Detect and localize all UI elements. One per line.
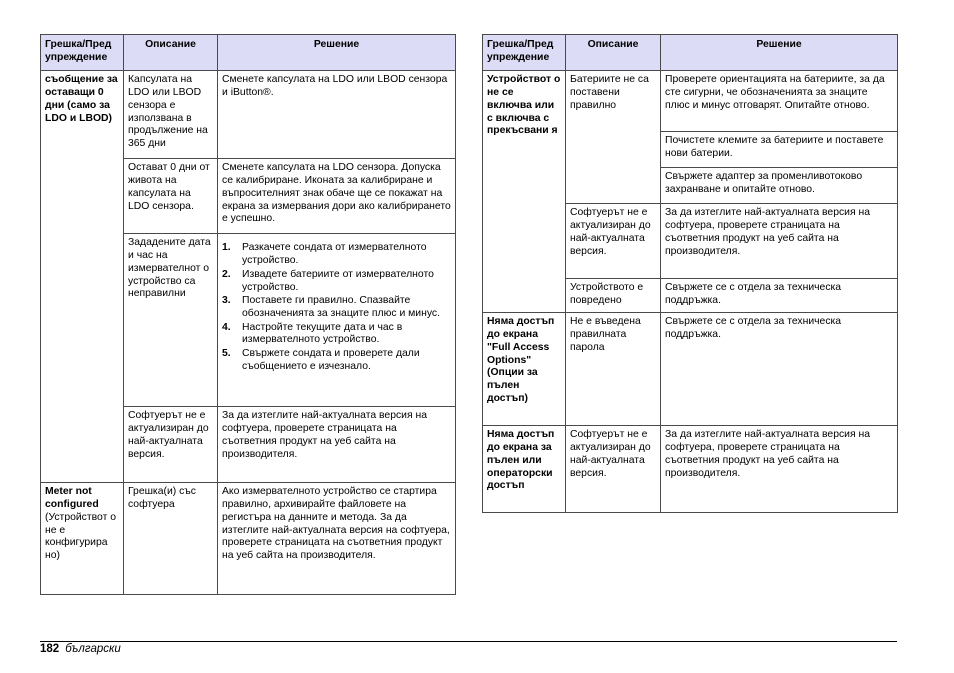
header-description: Описание: [124, 35, 218, 71]
description-cell: Зададените дата и час на измервателнот о устройство са неправилни: [124, 234, 218, 407]
solution-cell: За да изтеглите най-актуалната версия на софтуера, проверете страницата на съответния продукт на уеб сайта на производителя.: [661, 204, 898, 279]
footer-language: български: [65, 643, 121, 655]
step-number: 4.: [222, 321, 231, 333]
header-solution: Решение: [218, 35, 456, 71]
description-cell: Грешка(и) със софтуера: [124, 483, 218, 595]
error-cell: Няма достъп до екрана за пълен или операторски достъп: [483, 426, 566, 513]
description-cell: Софтуерът не е актуализиран до най-актуалната версия.: [124, 407, 218, 483]
solution-cell: Сменете капсулата на LDO сензора. Допуска се калибриране. Иконата за калибриране и въпросителният знак обаче ще се покажат на екрана за измервания дори ако калибрирането е успешно.: [218, 159, 456, 234]
error-cell: съобщение за оставащи 0 дни (само за LDO и LBOD): [41, 71, 124, 483]
header-row: [483, 35, 898, 71]
error-subtitle: (Устройствот о не е конфигурира но): [45, 511, 117, 561]
description-cell: Остават 0 дни от живота на капсулата на LDO сензора.: [124, 159, 218, 234]
error-cell: Няма достъп до екрана "Full Access Options" (Опции за пълен достъп): [483, 313, 566, 426]
list-item: [222, 269, 451, 294]
table-row: [483, 71, 898, 132]
footer-divider: [40, 641, 897, 642]
header-error: Грешка/Пред упреждение: [483, 35, 566, 71]
step-text: Разкачете сондата от измервателното устройство.: [242, 242, 427, 267]
description-cell: Батериите не са поставени правилно: [566, 71, 661, 204]
page-number: 182: [40, 643, 60, 655]
description-cell: Софтуерът не е актуализиран до най-актуалната версия.: [566, 204, 661, 279]
list-item: [222, 348, 451, 373]
table-row: [483, 313, 898, 426]
list-item: [222, 322, 451, 347]
step-text: Извадете батериите от измервателното устройство.: [242, 268, 434, 293]
step-number: 1.: [222, 242, 231, 254]
table-row: [483, 426, 898, 513]
solution-cell: Почистете клемите за батериите и поставете нови батерии.: [661, 132, 898, 168]
list-item: [222, 242, 451, 267]
right-troubleshooting-table: [482, 34, 898, 513]
step-text: Поставете ги правилно. Спазвайте обозначенията за знаците плюс и минус.: [242, 295, 440, 319]
step-number: 3.: [222, 295, 231, 307]
error-cell: Устройствот о не се включва или с включва с прекъсвани я: [483, 71, 566, 313]
steps-list: [222, 242, 451, 373]
step-number: 5.: [222, 348, 231, 360]
description-cell: Капсулата на LDO или LBOD сензора е използвана в продължение на 365 дни: [124, 71, 218, 159]
solution-cell: Свържете се с отдела за техническа поддръжка.: [661, 279, 898, 313]
error-cell: [41, 483, 124, 595]
description-cell: Софтуерът не е актуализиран до най-актуалната версия.: [566, 426, 661, 513]
solution-cell: Сменете капсулата на LDO или LBOD сензора и iButton®.: [218, 71, 456, 159]
step-text: Настройте текущите дата и час в измервателното устройство.: [242, 321, 403, 346]
solution-cell: Свържете адаптер за променливотоково захранване и опитайте отново.: [661, 168, 898, 204]
header-row: [41, 35, 456, 71]
solution-cell: За да изтеглите най-актуалната версия на софтуера, проверете страницата на съответния продукт на уеб сайта на производителя.: [661, 426, 898, 513]
header-solution: Решение: [661, 35, 898, 71]
step-number: 2.: [222, 268, 231, 280]
step-text: Свържете сондата и проверете дали съобщението е изчезнало.: [242, 348, 420, 372]
page-footer: [40, 643, 121, 655]
solution-cell: Ако измервателното устройство се стартира правилно, архивирайте файловете на регистъра на данните и метода. За да изтеглите най-актуалната версия на софтуера, проверете страницата на съответния продукт на уеб сайта на производителя.: [218, 483, 456, 595]
solution-steps-cell: [218, 234, 456, 407]
solution-cell: За да изтеглите най-актуалната версия на софтуера, проверете страницата на съответния продукт на уеб сайта на производителя.: [218, 407, 456, 483]
header-error: Грешка/Пред упреждение: [41, 35, 124, 71]
description-cell: Устройството е повредено: [566, 279, 661, 313]
solution-cell: Свържете се с отдела за техническа поддръжка.: [661, 313, 898, 426]
table-row: [41, 483, 456, 595]
table-row: [41, 71, 456, 159]
left-troubleshooting-table: [40, 34, 456, 595]
header-description: Описание: [566, 35, 661, 71]
list-item: [222, 295, 451, 320]
solution-cell: Проверете ориентацията на батериите, за да сте сигурни, че обозначенията за знаците плюс и минус отговарят. Опитайте отново.: [661, 71, 898, 132]
error-title: Meter not configured: [45, 486, 99, 511]
description-cell: Не е въведена правилната парола: [566, 313, 661, 426]
